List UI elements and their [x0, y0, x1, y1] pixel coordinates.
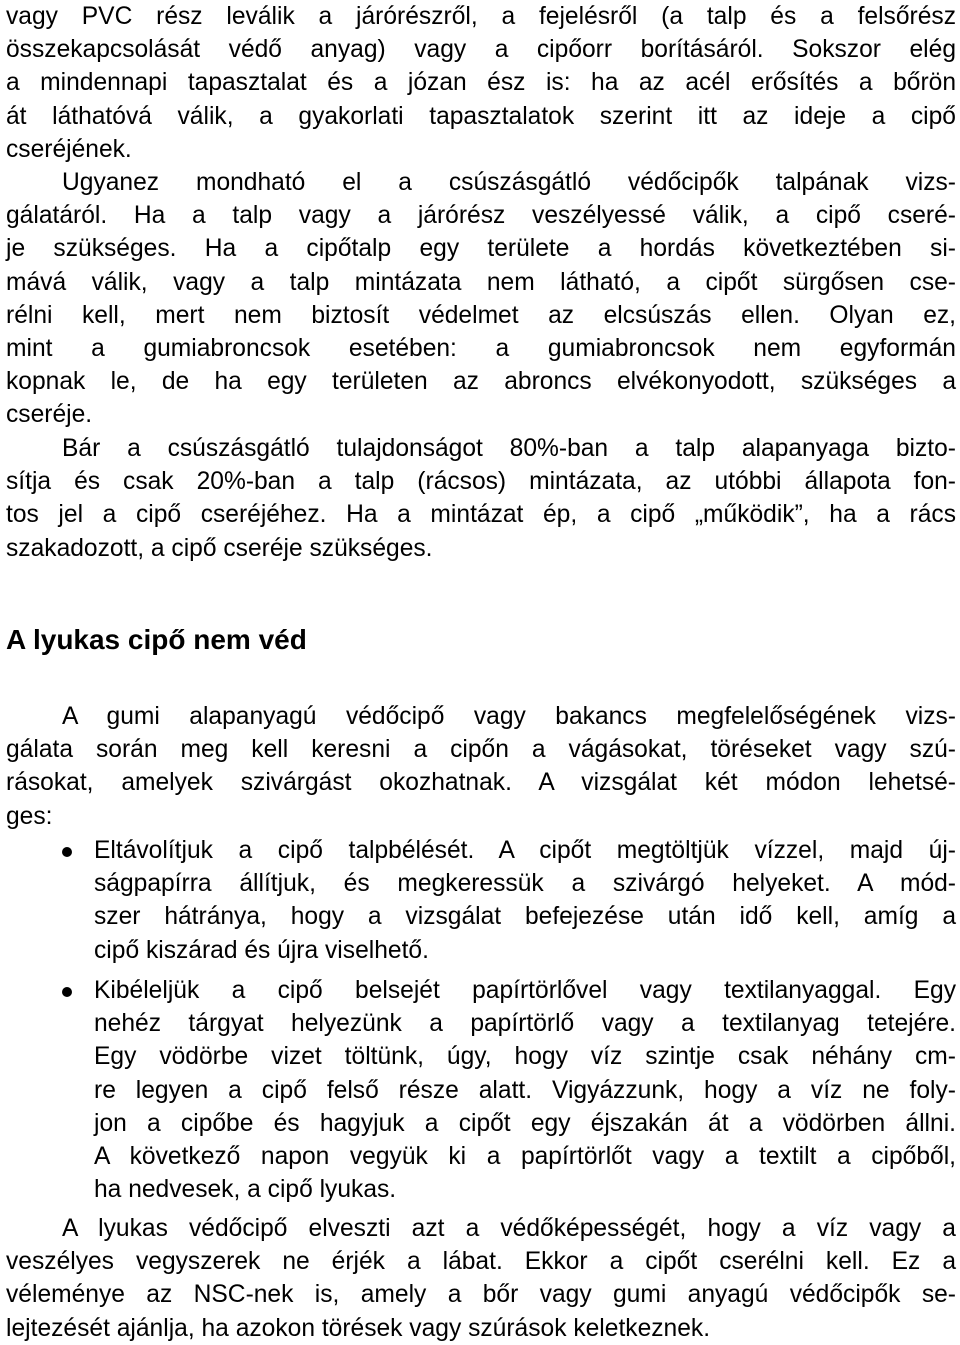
text-line: A következő napon vegyük ki a papírtörlőt vagy a textilt a cipőből, — [94, 1142, 956, 1170]
text-line: szakadozott, a cipő cseréje szükséges. — [6, 534, 433, 562]
text-line: Ugyanez mondható el a csúszásgátló védőcipők talpának vizs- — [62, 169, 956, 196]
text-line: rélni kell, mert nem biztosít védelmet az elcsúszás ellen. Olyan ez, — [6, 301, 956, 329]
text-line: szer hátránya, hogy a vizsgálat befejezése után idő kell, amíg a — [94, 903, 956, 931]
text-line: Kibéleljük a cipő belsejét papírtörlővel vagy textilanyaggal. Egy — [94, 977, 956, 1004]
text-line: mint a gumiabroncsok esetében: a gumiabroncsok nem egyformán — [6, 334, 956, 362]
text-line: a mindennapi tapasztalat és a józan ész is: ha az acél erősítés a bőrön — [6, 69, 956, 97]
text-line: vagy PVC rész leválik a járórészről, a fejelésről (a talp és a felsőrész — [6, 3, 956, 30]
text-line: ságpapírra állítjuk, és megkeressük a szivárgó helyeket. A mód- — [94, 870, 956, 898]
section-heading: A lyukas cipő nem véd — [6, 624, 307, 655]
text-line: ha nedvesek, a cipő lyukas. — [94, 1176, 397, 1204]
text-line: veszélyes vegyszerek ne érjék a lábat. Ekkor a cipőt cserélni kell. Ez a — [6, 1248, 956, 1276]
text-line: nehéz tárgyat helyezünk a papírtörlő vagy a textilanyag tetejére. — [94, 1010, 956, 1038]
text-line: összekapcsolását védő anyag) vagy a cipőorr borításáról. Sokszor elég — [6, 36, 956, 64]
text-line: Egy vödörbe vizet töltünk, úgy, hogy víz szintje csak néhány cm- — [94, 1043, 956, 1071]
bullet-text — [94, 834, 956, 967]
paragraph-conclusion — [6, 1212, 956, 1345]
text-line: rásokat, amelyek szivárgást okozhatnak. A vizsgálat két módon lehetsé- — [6, 769, 956, 797]
text-line: mává válik, vagy a talp mintázata nem látható, a cipőt sürgősen cse- — [6, 268, 956, 296]
paragraph-continuation — [6, 0, 956, 166]
text-line: A lyukas védőcipő elveszti azt a védőképességét, hogy a víz vagy a — [62, 1215, 956, 1242]
text-line: cseréje. — [6, 401, 93, 429]
text-line: gálatáról. Ha a talp vagy a járórész veszélyessé válik, a cipő cseré- — [6, 202, 956, 230]
text-line: je szükséges. Ha a cipőtalp egy területe a hordás következtében si- — [6, 235, 956, 263]
text-line: gálata során meg kell keresni a cipőn a vágásokat, töréseket vagy szú- — [6, 736, 956, 764]
text-line: kopnak le, de ha egy területen az abroncs elvékonyodott, szükséges a — [6, 368, 956, 396]
bullet-icon — [62, 987, 72, 997]
text-line: jon a cipőbe és hagyjuk a cipőt egy éjszakán át a vödörben állni. — [94, 1109, 956, 1137]
paragraph-slip-resistant — [6, 166, 956, 432]
text-line: A gumi alapanyagú védőcipő vagy bakancs megfelelőségének vizs- — [62, 703, 956, 730]
text-line: ges: — [6, 802, 53, 830]
text-line: Bár a csúszásgátló tulajdonságot 80%-ban a talp alapanyaga bizto- — [62, 435, 956, 462]
text-line: sítja és csak 20%-ban a talp (rácsos) mintázata, az utóbbi állapota fon- — [6, 468, 956, 496]
text-line: át láthatóvá válik, a gyakorlati tapasztalatok szerint itt az ideje a cipő — [6, 102, 956, 130]
bullet-text — [94, 974, 956, 1206]
text-line: véleménye az NSC-nek is, amely a bőr vagy gumi anyagú védőcipők se- — [6, 1281, 956, 1309]
paragraph-pattern — [6, 432, 956, 565]
text-line: re legyen a cipő felső része alatt. Vigyázzunk, hogy a víz ne foly- — [94, 1076, 956, 1104]
text-line: cipő kiszárad és újra viselhető. — [94, 936, 429, 964]
text-line: cseréjének. — [6, 135, 132, 163]
bullet-icon — [62, 847, 72, 857]
text-line: Eltávolítjuk a cipő talpbélését. A cipőt megtöltjük vízzel, majd új- — [94, 837, 956, 864]
text-line: lejtezését ajánlja, ha azokon törések vagy szúrások keletkeznek. — [6, 1314, 711, 1342]
text-line: tos jel a cipő cseréjéhez. Ha a mintázat ép, a cipő „működik”, ha a rács — [6, 501, 956, 529]
paragraph-inspection-intro — [6, 700, 956, 833]
